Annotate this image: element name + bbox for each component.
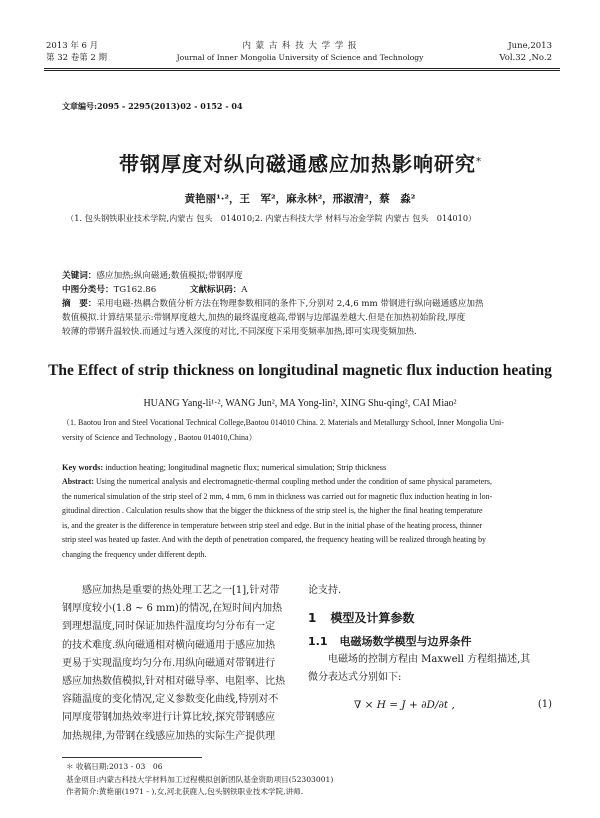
header-month-en: June,2013 [508,41,552,51]
subsection-number: 1.1 [308,635,328,649]
header-volume: 第 32 卷第 2 期 [46,53,108,63]
body-left-column [62,582,298,746]
journal-name-cn: 内 蒙 古 科 技 大 学 学 报 [242,41,358,51]
footnote-received: ＊ 收稿日期:2013 - 03 06 [66,762,163,771]
equation: ∇ × H = J + ∂D/∂t , [354,698,455,711]
body-line: 电磁场的控制方程由 Maxwell 方程组描述,其 [308,654,531,666]
abstract-en-line: the numerical simulation of the strip steel of 2 mm, 4 mm, 6 mm in thickness was carried out for magnetic flux induction heating in lon- [62,491,493,501]
abstract-cn-label: 摘 要： [62,299,97,309]
body-line: 感应加热数值模拟,针对相对磁导率、电阻率、比热 [62,676,286,688]
body-line: 同厚度带钢加热效率进行计算比较,探究带钢感应 [62,712,276,724]
doc-code-label: 文献标识码： [189,285,242,295]
title-en: The Effect of strip thickness on longitudinal magnetic flux induction heating [48,362,552,379]
equation-row [308,696,552,718]
abstract-en-line: strip steel was heated up faster. And with the depth of penetration compared, the frequency heating will be realized through heating by [62,535,486,544]
abstract-en-line: gitudinal direction . Calculation results show that the bigger the thickness of the strip steel is, the higher the final heating temperature [62,506,483,515]
authors-cn: 黄艳丽¹·²，王 军²，麻永林²，邢淑清²，蔡 淼² [184,193,416,205]
abstract-en [62,475,562,562]
title-footnote-mark: * [476,156,481,168]
header-right [499,40,552,64]
subsection-title: 电磁场数学模型与边界条件 [339,635,472,649]
journal-name-en: Journal of Inner Mongolia University of Science and Technology [176,53,424,62]
abstract-cn-line: 采用电磁-热耦合数值分析方法在物理参数相同的条件下,分别对 2,4,6 mm 带钢进行纵向磁通感应加热 [96,299,484,309]
section-heading [308,609,552,627]
footnote-author: 作者简介:黄艳丽(1971 - ),女,河北获鹿人,包头钢铁职业技术学院,讲师. [66,787,304,796]
page-title: 带钢厚度对纵向磁通感应加热影响研究 [119,152,476,176]
body-line: 感应加热是重要的热处理工艺之一[1],针对带 [62,585,280,596]
section-title: 模型及计算参数 [330,611,415,626]
header-center [150,40,450,64]
abstract-en-line: changing the frequency under different depth. [62,549,207,559]
body-line: 容随温度的变化情况,定义参数变化曲线,特别对不 [62,694,279,706]
article-number: 文章编号:2095 - 2295(2013)02 - 0152 - 04 [62,101,243,111]
keywords-cn [62,269,243,283]
abstract-cn-line: 数值模拟.计算结果显示:带钢厚度越大,加热的最终温度越高,带钢与边部温差越大.但是在加热初始阶段,厚度 [62,313,466,323]
affiliation-cn: （1. 包头钢铁职业技术学院,内蒙古 包头 014010;2. 内蒙古科技大学 材料与冶金学院 内蒙古 包头 014010） [66,213,477,223]
header-rule [44,68,560,69]
body-line: 更易于实现温度均匀分布.用纵向磁通对带钢进行 [62,657,276,669]
keywords-en [62,461,562,476]
footnotes [66,761,546,799]
abstract-en-line: is, and the greater is the difference in temperature between strip steel and edge. But in the initial phase of the heating process, thinner [62,520,483,530]
body-continuation: 论支持. [308,585,342,596]
subsection-heading [308,633,552,651]
header-date: 2013 年 6 月 [46,41,99,51]
header-vol-en: Vol.32 ,No.2 [499,53,552,63]
abstract-en-label: Abstract: [62,477,94,486]
footnote-rule [62,757,202,758]
footnote-fund: 基金项目:内蒙古科技大学材料加工过程模拟创新团队基金资助项目(52303001) [66,774,334,784]
affiliation-en [62,416,562,445]
clc-value: TG162.86 [113,285,157,295]
keywords-en-label: Key words: [62,463,104,472]
affiliation-en-line: （1. Baotou Iron and Steel Vocational Technical College,Baotou 014010 China. 2. Materials and Metallurgy School, Inner Mongolia Uni- [62,418,504,427]
keywords-en-text: induction heating; longitudinal magnetic flux; numerical simulation; Strip thickness [105,463,387,472]
header-left [46,40,107,64]
title-cn-block [0,148,600,177]
body-line: 加热规律,为带钢在线感应加热的实际生产提供理 [62,730,276,742]
title-en-block [0,360,600,380]
keywords-cn-text: 感应加热;纵向磁通;数值模拟;带钢厚度 [96,271,243,281]
header-rule-thin [44,70,560,71]
body-line: 的技术难度.纵向磁通相对横向磁通用于感应加热 [62,639,276,651]
abstract-cn [62,297,562,339]
doc-code-value: A [241,285,248,295]
equation-number: (1) [537,698,552,710]
body-line: 微分表达式分别如下: [308,672,402,684]
classification [62,283,248,297]
clc-label: 中图分类号： [62,285,114,295]
abstract-cn-line: 较薄的带钢升温较快.而通过与透入深度的对比,不同深度下采用变频率加热,即可实现变频加热. [62,327,417,337]
body-line: 到理想温度,同时保证加热件温度均匀分布有一定 [62,621,276,633]
authors-en: HUANG Yang-li¹·², WANG Jun², MA Yong-lin², XING Shu-qing², CAI Miao² [143,398,457,409]
body-line: 钢厚度较小(1.8 ~ 6 mm)的情况,在短时间内加热 [62,603,283,615]
abstract-en-line: Using the numerical analysis and electromagnetic-thermal coupling method under the condition of same physical parameters, [95,477,492,486]
keywords-cn-label: 关键词： [62,271,97,281]
section-number: 1 [308,611,317,626]
body-right-column [308,582,552,718]
affiliation-en-line: versity of Science and Technology , Baotou 014010,China） [62,432,257,442]
